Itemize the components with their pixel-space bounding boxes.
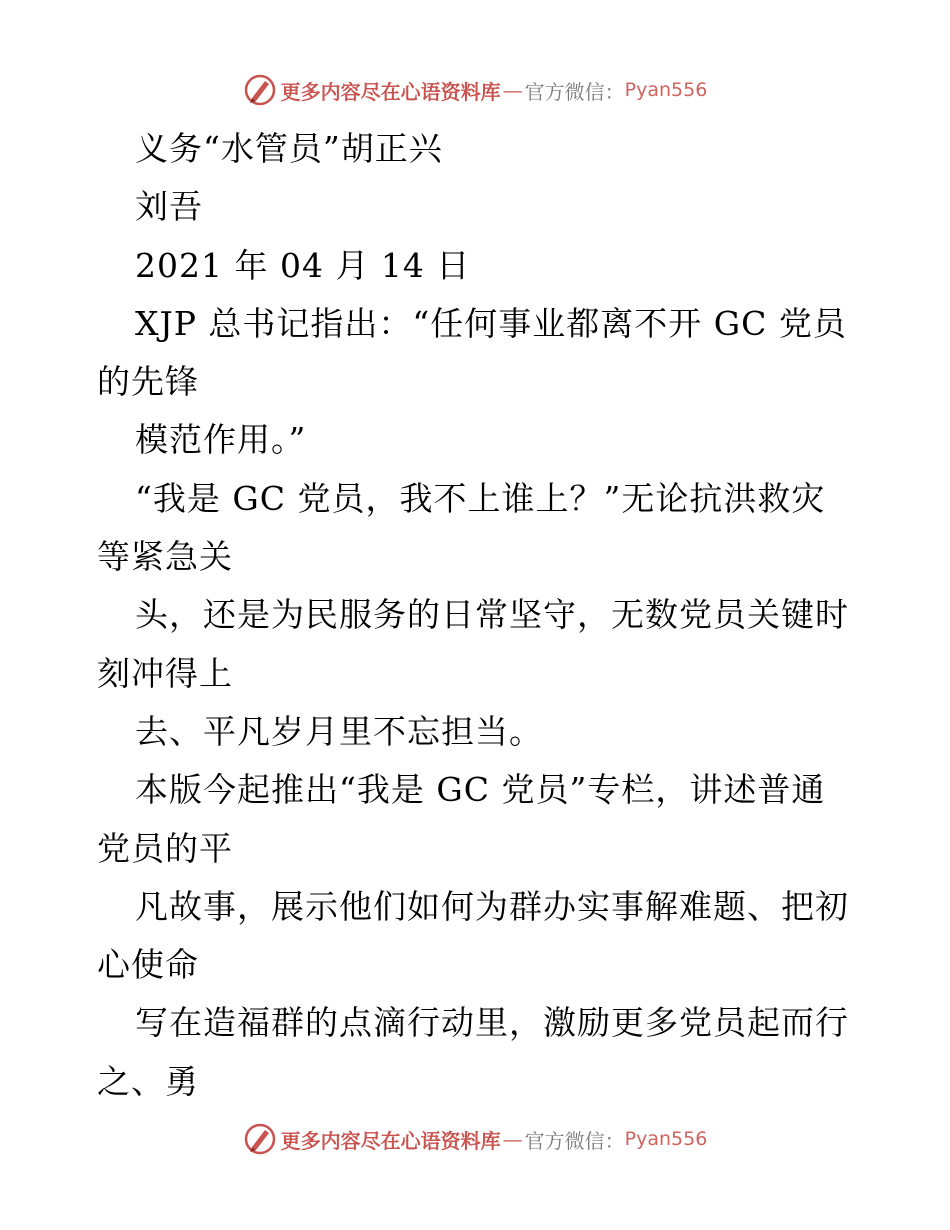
text-line: 之、勇 xyxy=(97,1061,199,1101)
text-line: 党员的平 xyxy=(97,828,233,868)
text-line: 凡故事，展示他们如何为群办实事解难题、把初 xyxy=(135,886,849,926)
watermark-wechat-label: 官方微信： xyxy=(524,1128,625,1153)
text-line: 去、平凡岁月里不忘担当。 xyxy=(135,711,543,751)
text-line: 心使命 xyxy=(97,945,199,985)
text-line: 写在造福群的点滴行动里，激励更多党员起而行 xyxy=(135,1003,849,1043)
text-line: “我是 GC 党员，我不上谁上？”无论抗洪救灾 xyxy=(135,478,826,518)
text-line: 的先锋 xyxy=(97,362,199,402)
watermark-dash: — xyxy=(502,1127,523,1151)
text-line: 头，还是为民服务的日常坚守，无数党员关键时 xyxy=(135,595,849,635)
text-line: 等紧急关 xyxy=(97,537,233,577)
pen-logo-icon xyxy=(243,73,277,107)
watermark-header xyxy=(0,70,950,110)
watermark-wechat-id: Pyan556 xyxy=(624,79,708,101)
watermark-main-text: 更多内容尽在心语资料库 xyxy=(280,79,501,104)
pen-logo-icon xyxy=(243,1122,277,1156)
text-line: XJP 总书记指出：“任何事业都离不开 GC 党员 xyxy=(135,303,847,343)
article-body xyxy=(97,120,877,1111)
watermark-wechat-label: 官方微信： xyxy=(524,79,625,104)
text-line: 模范作用。” xyxy=(135,420,307,460)
article-title: 义务“水管员”胡正兴 xyxy=(135,129,443,168)
watermark-footer xyxy=(0,1119,950,1159)
text-line: 刻冲得上 xyxy=(97,653,233,693)
article-author: 刘吾 xyxy=(135,187,203,227)
text-line: 本版今起推出“我是 GC 党员”专栏，讲述普通 xyxy=(135,770,826,810)
article-date: 2021 年 04 月 14 日 xyxy=(135,245,471,285)
watermark-dash: — xyxy=(502,78,523,102)
watermark-main-text: 更多内容尽在心语资料库 xyxy=(280,1128,501,1153)
watermark-wechat-id: Pyan556 xyxy=(624,1128,708,1150)
